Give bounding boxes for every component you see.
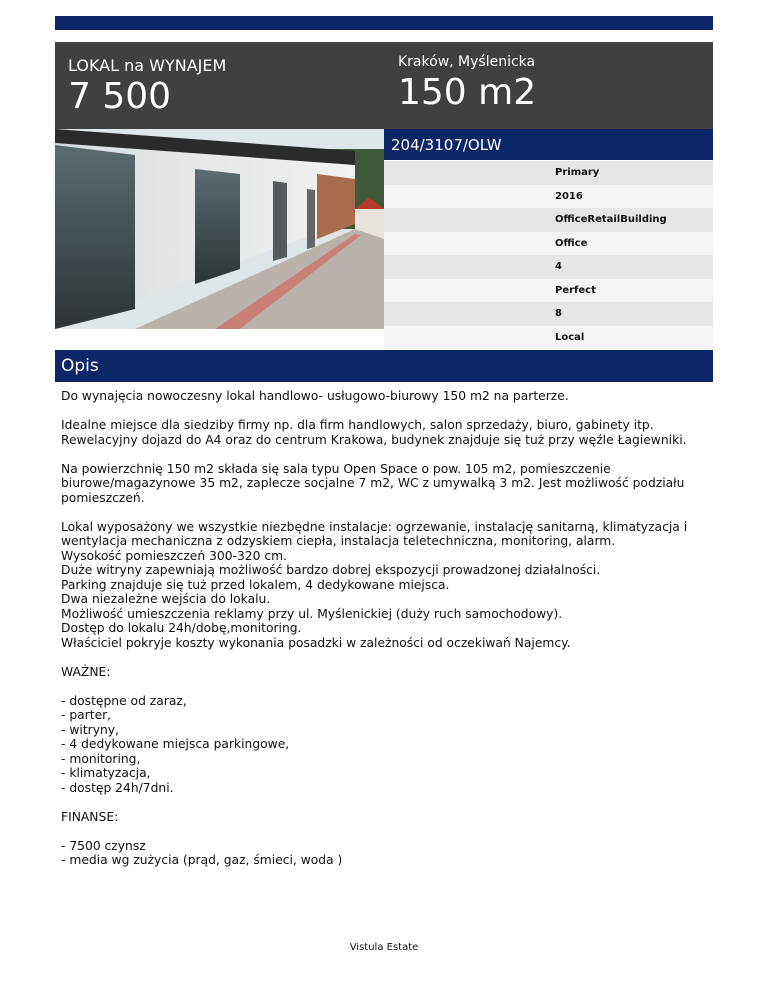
description-paragraph: FINANSE: [61, 809, 119, 824]
attributes-list [384, 161, 713, 349]
building-photo-icon [55, 129, 384, 329]
attribute-row: 8 [384, 302, 713, 326]
listing-type: LOKAL na WYNAJEM [68, 56, 227, 75]
description-paragraph: - dostępne od zaraz, - parter, - witryny, - 4 dedykowane miejsca parkingowe, - monitoring, - klimatyzacja, - dostęp 24h/7dni. [61, 693, 290, 795]
attribute-row: Primary [384, 161, 713, 185]
listing-location: Kraków, Myślenicka [398, 54, 536, 70]
description-paragraph: WAŻNE: [61, 664, 111, 679]
attribute-row: Office [384, 232, 713, 256]
description-paragraph: Idealne miejsce dla siedziby firmy np. dla firm handlowych, salon sprzedaży, biuro, gabinety itp. Rewelacyjny dojazd do A4 oraz do centrum Krakowa, budynek znajduje się tuż przy węźle Łagiewniki. [61, 418, 687, 447]
attribute-row: 2016 [384, 185, 713, 209]
listing-header [55, 42, 713, 129]
description-paragraph: Lokal wyposażony we wszystkie niezbędne instalacje: ogrzewanie, instalację sanitarną, klimatyzacja i wentylacja mechaniczna z odzyskiem ciepła, instalacja teletechniczna, monitoring, alarm. Wysokość pomieszczeń 300-320 cm. Duże witryny zapewniają możliwość bardzo dobrej ekspozycji prowadzonej działalności. Parking znajduje się tuż przed lokalem, 4 dedykowane miejsca. Dwa niezależne wejścia do lokalu. Możliwość umieszczenia reklamy przy ul. Myślenickiej (duży ruch samochodowy). Dostęp do lokalu 24h/dobę,monitoring. Właściciel pokryje koszty wykonania posadzki w zależności od oczekiwań Najemcy. [61, 519, 688, 650]
description-paragraph: Na powierzchnię 150 m2 składa się sala typu Open Space o pow. 105 m2, pomieszczenie biurowe/magazynowe 35 m2, zaplecze socjalne 7 m2, WC z umywalką 3 m2. Jest możliwość podziału pomieszczeń. [61, 461, 685, 505]
footer-company: Vistula Estate [349, 942, 419, 953]
description-paragraph: Do wynajęcia nowoczesny lokal handlowo- usługowo-biurowy 150 m2 na parterze. [61, 389, 569, 403]
top-accent-bar [55, 16, 713, 30]
description [61, 389, 706, 882]
listing-area: 150 m2 [398, 72, 537, 113]
listing-price: 7 500 [68, 76, 172, 117]
attribute-row: Local [384, 326, 713, 350]
property-photo [55, 129, 384, 329]
reference-number: 204/3107/OLW [384, 129, 713, 160]
attribute-row: OfficeRetailBuilding [384, 208, 713, 232]
attribute-row: 4 [384, 255, 713, 279]
attribute-row: Perfect [384, 279, 713, 303]
description-paragraph: - 7500 czynsz - media wg zużycia (prąd, gaz, śmieci, woda ) [61, 838, 343, 867]
section-title: Opis [55, 350, 713, 382]
